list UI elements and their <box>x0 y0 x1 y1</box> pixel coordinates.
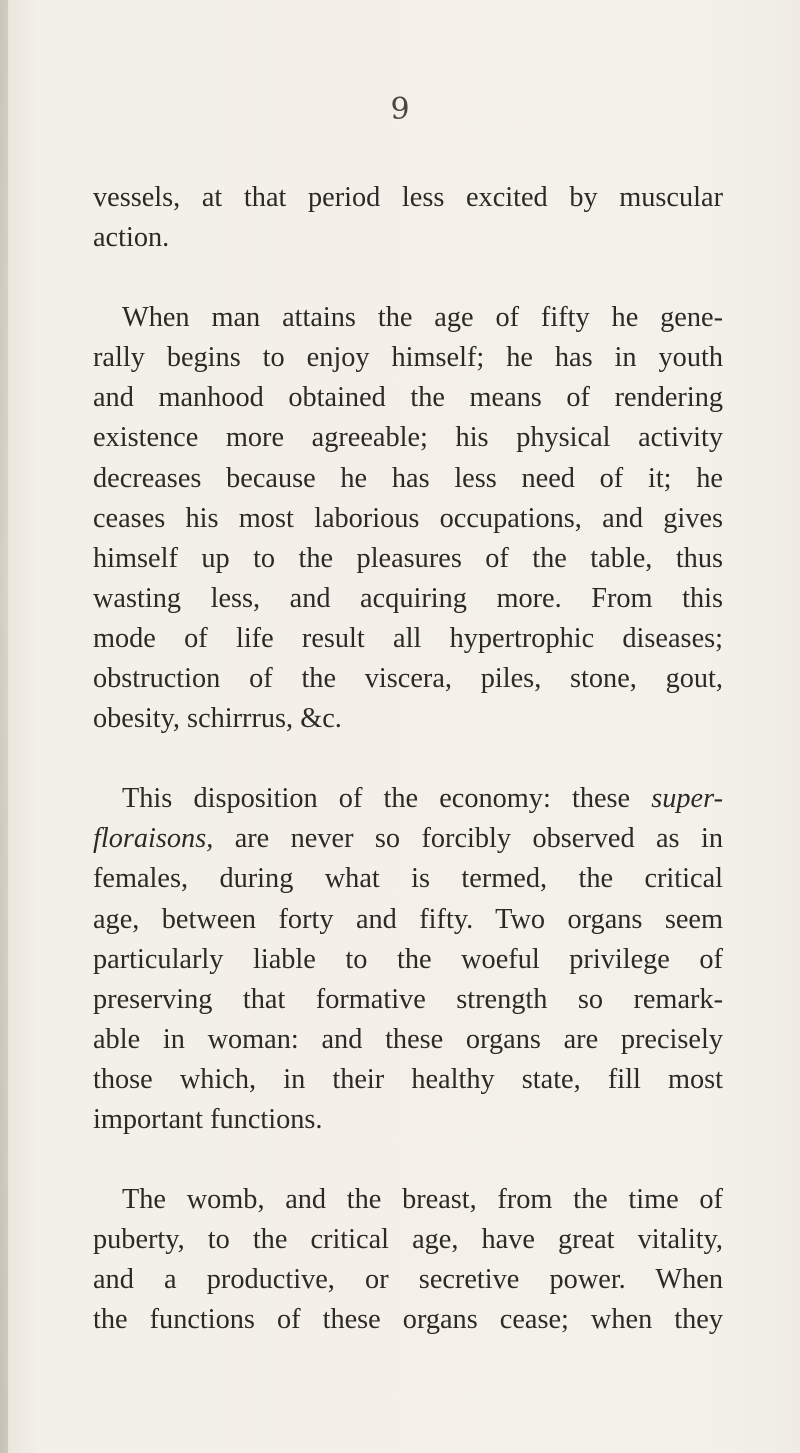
text-run: This disposition of the economy: these <box>122 783 652 815</box>
text-line: particularly liable to the woeful privilege of <box>93 943 723 975</box>
text-line: ceases his most laborious occupations, and gives <box>93 502 723 534</box>
text-line: decreases because he has less need of it; he <box>93 462 723 494</box>
text-line <box>93 779 723 819</box>
paragraph-1 <box>93 178 723 258</box>
paragraph-4 <box>93 1180 723 1340</box>
text-line: those which, in their healthy state, fill most <box>93 1063 723 1095</box>
text-line: age, between forty and fifty. Two organs seem <box>93 903 723 935</box>
text-line: The womb, and the breast, from the time of <box>122 1184 723 1216</box>
text-line: puberty, to the critical age, have great vitality, <box>93 1224 723 1256</box>
text-line: wasting less, and acquiring more. From this <box>93 582 723 614</box>
paragraph-3 <box>93 779 723 1140</box>
text-line: rally begins to enjoy himself; he has in youth <box>93 342 723 374</box>
text-line: obstruction of the viscera, piles, stone, gout, <box>93 663 723 695</box>
italic-term: super- <box>651 783 723 815</box>
text-line: mode of life result all hypertrophic diseases; <box>93 622 723 654</box>
text-run: are never so forcibly observed as in <box>213 823 723 855</box>
text-line: and a productive, or secretive power. When <box>93 1264 723 1296</box>
text-line: females, during what is termed, the critical <box>93 863 723 895</box>
italic-term: floraisons, <box>93 823 214 855</box>
text-line: and manhood obtained the means of rendering <box>93 382 723 414</box>
text-line: the functions of these organs cease; when they <box>93 1304 723 1336</box>
text-line: obesity, schirrrus, &c. <box>93 703 342 735</box>
paragraph-2 <box>93 298 723 739</box>
text-line: important functions. <box>93 1103 323 1135</box>
text-line: preserving that formative strength so remark- <box>93 983 723 1015</box>
text-line: able in woman: and these organs are precisely <box>93 1023 723 1055</box>
text-line: existence more agreeable; his physical activity <box>93 422 723 454</box>
text-line: vessels, at that period less excited by muscular <box>93 182 723 213</box>
page-number: 9 <box>390 92 410 127</box>
page-gutter <box>0 0 8 1453</box>
text-line: action. <box>93 222 170 254</box>
text-line: himself up to the pleasures of the table, thus <box>93 542 723 574</box>
text-line: When man attains the age of fifty he gene- <box>122 302 723 334</box>
text-line <box>93 819 723 859</box>
body-text <box>93 178 723 1340</box>
